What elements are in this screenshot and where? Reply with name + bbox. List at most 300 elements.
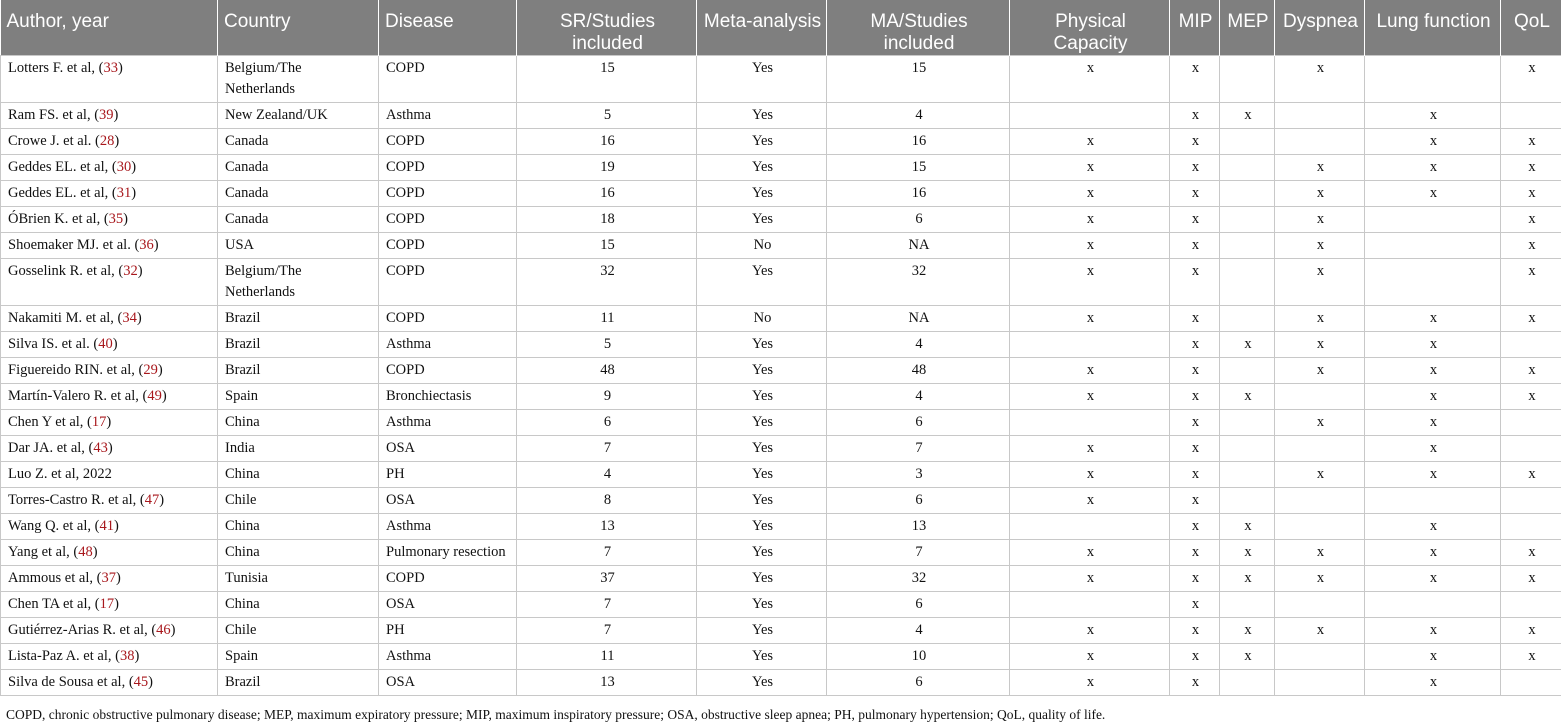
author-text: Ram FS. et al, ( <box>8 107 100 123</box>
author-cell <box>1 644 218 670</box>
reference-link[interactable]: 47 <box>144 492 160 508</box>
meta-analysis-cell: Yes <box>697 181 827 207</box>
sr-studies-cell: 18 <box>517 207 697 233</box>
author-cell <box>1 332 218 358</box>
qol-cell: x <box>1501 56 1561 103</box>
disease-cell: OSA <box>379 592 517 618</box>
reference-link[interactable]: 38 <box>119 648 135 664</box>
table-row <box>1 103 1561 129</box>
ma-studies-cell: 32 <box>827 259 1010 306</box>
mep-cell: x <box>1220 514 1275 540</box>
lung-function-cell: x <box>1365 618 1501 644</box>
mep-cell: x <box>1220 332 1275 358</box>
author-text: Lista-Paz A. et al, ( <box>8 648 120 664</box>
dyspnea-cell: x <box>1275 410 1365 436</box>
meta-analysis-cell: Yes <box>697 592 827 618</box>
dyspnea-cell <box>1275 103 1365 129</box>
sr-studies-cell: 5 <box>517 332 697 358</box>
sr-studies-cell: 11 <box>517 306 697 332</box>
author-text: Chen Y et al, ( <box>8 414 92 430</box>
mep-cell <box>1220 155 1275 181</box>
mip-cell: x <box>1170 181 1220 207</box>
table-row <box>1 56 1561 103</box>
physical-capacity-cell: x <box>1010 462 1170 488</box>
meta-analysis-cell: Yes <box>697 259 827 306</box>
author-text: Ammous et al, ( <box>8 570 102 586</box>
author-suffix: ) <box>115 570 121 586</box>
reference-link[interactable]: 41 <box>99 518 114 534</box>
qol-cell <box>1501 332 1561 358</box>
reference-link[interactable]: 36 <box>139 237 154 253</box>
country-cell: Belgium/The Netherlands <box>218 259 379 306</box>
mep-cell: x <box>1220 540 1275 566</box>
mep-cell <box>1220 233 1275 259</box>
meta-analysis-cell: Yes <box>697 488 827 514</box>
sr-studies-cell: 16 <box>517 129 697 155</box>
country-cell: India <box>218 436 379 462</box>
lung-function-cell: x <box>1365 306 1501 332</box>
disease-cell: Asthma <box>379 410 517 436</box>
mep-cell <box>1220 207 1275 233</box>
lung-function-cell: x <box>1365 462 1501 488</box>
author-text: Lotters F. et al, ( <box>8 60 104 76</box>
author-text: Dar JA. et al, ( <box>8 440 94 456</box>
reference-link[interactable]: 34 <box>122 310 137 326</box>
table-row <box>1 332 1561 358</box>
lung-function-cell: x <box>1365 103 1501 129</box>
sr-studies-cell: 7 <box>517 592 697 618</box>
mep-cell <box>1220 436 1275 462</box>
table-row <box>1 306 1561 332</box>
disease-cell: OSA <box>379 488 517 514</box>
country-cell: Spain <box>218 644 379 670</box>
sr-studies-cell: 7 <box>517 436 697 462</box>
table-row <box>1 644 1561 670</box>
author-suffix: ) <box>134 648 140 664</box>
dyspnea-cell: x <box>1275 155 1365 181</box>
ma-studies-cell: 4 <box>827 103 1010 129</box>
reference-link[interactable]: 29 <box>143 362 158 378</box>
dyspnea-cell: x <box>1275 207 1365 233</box>
mep-cell: x <box>1220 566 1275 592</box>
lung-function-cell <box>1365 233 1501 259</box>
meta-analysis-cell: Yes <box>697 410 827 436</box>
author-cell <box>1 103 218 129</box>
author-cell <box>1 436 218 462</box>
column-header: MIP <box>1170 0 1220 56</box>
physical-capacity-cell: x <box>1010 644 1170 670</box>
column-header: QoL <box>1501 0 1561 56</box>
mip-cell: x <box>1170 56 1220 103</box>
author-cell <box>1 233 218 259</box>
country-cell: Chile <box>218 488 379 514</box>
ma-studies-cell: 16 <box>827 181 1010 207</box>
mip-cell: x <box>1170 488 1220 514</box>
author-suffix: ) <box>153 237 159 253</box>
qol-cell: x <box>1501 181 1561 207</box>
dyspnea-cell <box>1275 436 1365 462</box>
country-cell: China <box>218 462 379 488</box>
author-suffix: ) <box>106 414 112 430</box>
ma-studies-cell: 6 <box>827 488 1010 514</box>
lung-function-cell: x <box>1365 358 1501 384</box>
sr-studies-cell: 11 <box>517 644 697 670</box>
physical-capacity-cell: x <box>1010 566 1170 592</box>
meta-analysis-cell: Yes <box>697 670 827 696</box>
reference-link[interactable]: 48 <box>78 544 93 560</box>
qol-cell: x <box>1501 207 1561 233</box>
author-text: Yang et al, ( <box>8 544 79 560</box>
column-header: Meta-analysis <box>697 0 827 56</box>
qol-cell <box>1501 103 1561 129</box>
sr-studies-cell: 13 <box>517 514 697 540</box>
qol-cell: x <box>1501 644 1561 670</box>
mep-cell <box>1220 306 1275 332</box>
author-text: ÓBrien K. et al, ( <box>8 211 109 227</box>
dyspnea-cell: x <box>1275 462 1365 488</box>
table-row <box>1 358 1561 384</box>
table-row <box>1 410 1561 436</box>
reference-link[interactable]: 37 <box>101 570 116 586</box>
author-cell <box>1 358 218 384</box>
physical-capacity-cell: x <box>1010 56 1170 103</box>
table-row <box>1 259 1561 306</box>
lung-function-cell <box>1365 56 1501 103</box>
author-text: Martín-Valero R. et al, ( <box>8 388 148 404</box>
mip-cell: x <box>1170 566 1220 592</box>
disease-cell: OSA <box>379 436 517 462</box>
physical-capacity-cell <box>1010 410 1170 436</box>
author-suffix: ) <box>113 518 119 534</box>
author-cell <box>1 259 218 306</box>
author-cell <box>1 618 218 644</box>
sr-studies-cell: 15 <box>517 233 697 259</box>
sr-studies-cell: 16 <box>517 181 697 207</box>
table-row <box>1 436 1561 462</box>
dyspnea-cell: x <box>1275 618 1365 644</box>
author-cell <box>1 129 218 155</box>
mip-cell: x <box>1170 358 1220 384</box>
qol-cell: x <box>1501 384 1561 410</box>
author-suffix: ) <box>157 362 163 378</box>
author-text: Silva de Sousa et al, ( <box>8 674 134 690</box>
meta-analysis-cell: Yes <box>697 155 827 181</box>
ma-studies-cell: 4 <box>827 332 1010 358</box>
physical-capacity-cell: x <box>1010 129 1170 155</box>
dyspnea-cell <box>1275 592 1365 618</box>
country-cell: Canada <box>218 129 379 155</box>
author-suffix: ) <box>159 492 165 508</box>
sr-studies-cell: 13 <box>517 670 697 696</box>
dyspnea-cell <box>1275 488 1365 514</box>
disease-cell: COPD <box>379 358 517 384</box>
table-row <box>1 514 1561 540</box>
reference-link[interactable]: 40 <box>98 336 113 352</box>
lung-function-cell: x <box>1365 155 1501 181</box>
reference-link[interactable]: 32 <box>123 263 138 279</box>
sr-studies-cell: 4 <box>517 462 697 488</box>
physical-capacity-cell <box>1010 103 1170 129</box>
meta-analysis-cell: Yes <box>697 332 827 358</box>
country-cell: USA <box>218 233 379 259</box>
meta-analysis-cell: Yes <box>697 618 827 644</box>
disease-cell: Asthma <box>379 514 517 540</box>
sr-studies-cell: 15 <box>517 56 697 103</box>
mep-cell: x <box>1220 644 1275 670</box>
ma-studies-cell: 15 <box>827 56 1010 103</box>
country-cell: Chile <box>218 618 379 644</box>
lung-function-cell <box>1365 592 1501 618</box>
meta-analysis-cell: Yes <box>697 56 827 103</box>
sr-studies-cell: 19 <box>517 155 697 181</box>
disease-cell: COPD <box>379 181 517 207</box>
qol-cell <box>1501 670 1561 696</box>
dyspnea-cell <box>1275 384 1365 410</box>
mip-cell: x <box>1170 332 1220 358</box>
meta-analysis-cell: Yes <box>697 644 827 670</box>
author-text: Shoemaker MJ. et al. ( <box>8 237 140 253</box>
qol-cell: x <box>1501 566 1561 592</box>
mep-cell <box>1220 488 1275 514</box>
qol-cell <box>1501 514 1561 540</box>
qol-cell: x <box>1501 129 1561 155</box>
mep-cell <box>1220 592 1275 618</box>
country-cell: Belgium/The Netherlands <box>218 56 379 103</box>
table-footnote: COPD, chronic obstructive pulmonary disease; MEP, maximum expiratory pressure; MIP, maximum inspiratory pressure; OSA, obstructive sleep apnea; PH, pulmonary hypertension; QoL, quality of life. <box>6 707 1106 722</box>
author-text: Gutiérrez-Arias R. et al, ( <box>8 622 157 638</box>
physical-capacity-cell: x <box>1010 155 1170 181</box>
reference-link[interactable]: 35 <box>108 211 124 227</box>
mip-cell: x <box>1170 129 1220 155</box>
dyspnea-cell <box>1275 670 1365 696</box>
mep-cell <box>1220 181 1275 207</box>
mep-cell <box>1220 358 1275 384</box>
ma-studies-cell: 48 <box>827 358 1010 384</box>
disease-cell: COPD <box>379 56 517 103</box>
dyspnea-cell <box>1275 129 1365 155</box>
column-header: MEP <box>1220 0 1275 56</box>
reference-link[interactable]: 43 <box>93 440 108 456</box>
author-suffix: ) <box>131 159 137 175</box>
country-cell: Brazil <box>218 306 379 332</box>
author-cell <box>1 410 218 436</box>
author-cell <box>1 207 218 233</box>
table-row <box>1 384 1561 410</box>
dyspnea-cell: x <box>1275 566 1365 592</box>
dyspnea-cell: x <box>1275 56 1365 103</box>
sr-studies-cell: 37 <box>517 566 697 592</box>
author-text: Luo Z. et al, 2022 <box>8 466 112 482</box>
sr-studies-cell: 5 <box>517 103 697 129</box>
reference-link[interactable]: 39 <box>99 107 114 123</box>
country-cell: Brazil <box>218 358 379 384</box>
disease-cell: PH <box>379 462 517 488</box>
disease-cell: Pulmonary resection <box>379 540 517 566</box>
physical-capacity-cell: x <box>1010 488 1170 514</box>
reference-link[interactable]: 30 <box>116 159 132 175</box>
country-cell: Brazil <box>218 670 379 696</box>
physical-capacity-cell <box>1010 514 1170 540</box>
column-header: Physical Capacity <box>1010 0 1170 56</box>
disease-cell: COPD <box>379 259 517 306</box>
physical-capacity-cell: x <box>1010 618 1170 644</box>
mip-cell: x <box>1170 644 1220 670</box>
reference-link[interactable]: 31 <box>116 185 132 201</box>
lung-function-cell <box>1365 207 1501 233</box>
author-suffix: ) <box>92 544 98 560</box>
physical-capacity-cell <box>1010 592 1170 618</box>
mip-cell: x <box>1170 436 1220 462</box>
ma-studies-cell: 13 <box>827 514 1010 540</box>
qol-cell <box>1501 592 1561 618</box>
physical-capacity-cell: x <box>1010 233 1170 259</box>
lung-function-cell: x <box>1365 410 1501 436</box>
mip-cell: x <box>1170 618 1220 644</box>
lung-function-cell <box>1365 488 1501 514</box>
author-text: Geddes EL. et al, ( <box>8 185 117 201</box>
column-header: MA/Studies included <box>827 0 1010 56</box>
ma-studies-cell: 6 <box>827 207 1010 233</box>
table-row <box>1 155 1561 181</box>
author-suffix: ) <box>112 336 118 352</box>
dyspnea-cell: x <box>1275 181 1365 207</box>
mep-cell <box>1220 670 1275 696</box>
author-cell <box>1 670 218 696</box>
column-header: SR/Studies included <box>517 0 697 56</box>
column-header: Country <box>218 0 379 56</box>
mep-cell <box>1220 56 1275 103</box>
table-row <box>1 181 1561 207</box>
qol-cell <box>1501 488 1561 514</box>
header-row <box>1 0 1561 56</box>
meta-analysis-cell: Yes <box>697 207 827 233</box>
lung-function-cell: x <box>1365 436 1501 462</box>
lung-function-cell <box>1365 259 1501 306</box>
mip-cell: x <box>1170 384 1220 410</box>
disease-cell: COPD <box>379 129 517 155</box>
reference-link[interactable]: 33 <box>103 60 118 76</box>
table-body <box>1 56 1561 696</box>
dyspnea-cell <box>1275 514 1365 540</box>
author-cell <box>1 181 218 207</box>
author-cell <box>1 384 218 410</box>
author-text: Figuereido RIN. et al, ( <box>8 362 144 378</box>
reference-link[interactable]: 46 <box>156 622 171 638</box>
dyspnea-cell: x <box>1275 259 1365 306</box>
mip-cell: x <box>1170 592 1220 618</box>
author-cell <box>1 540 218 566</box>
meta-analysis-cell: Yes <box>697 103 827 129</box>
author-cell <box>1 566 218 592</box>
physical-capacity-cell: x <box>1010 670 1170 696</box>
country-cell: Tunisia <box>218 566 379 592</box>
country-cell: China <box>218 592 379 618</box>
table-row <box>1 592 1561 618</box>
reference-link[interactable]: 17 <box>91 414 107 430</box>
physical-capacity-cell: x <box>1010 181 1170 207</box>
physical-capacity-cell: x <box>1010 259 1170 306</box>
mep-cell: x <box>1220 384 1275 410</box>
physical-capacity-cell: x <box>1010 384 1170 410</box>
table-row <box>1 207 1561 233</box>
reference-link[interactable]: 28 <box>99 133 115 149</box>
author-suffix: ) <box>137 263 143 279</box>
mep-cell: x <box>1220 618 1275 644</box>
sr-studies-cell: 7 <box>517 618 697 644</box>
country-cell: Canada <box>218 207 379 233</box>
mip-cell: x <box>1170 670 1220 696</box>
author-text: Wang Q. et al, ( <box>8 518 100 534</box>
country-cell: Canada <box>218 181 379 207</box>
reference-link[interactable]: 45 <box>133 674 149 690</box>
mep-cell <box>1220 410 1275 436</box>
disease-cell: PH <box>379 618 517 644</box>
reference-link[interactable]: 17 <box>99 596 115 612</box>
ma-studies-cell: 6 <box>827 592 1010 618</box>
ma-studies-cell: 7 <box>827 436 1010 462</box>
author-text: Chen TA et al, ( <box>8 596 100 612</box>
author-suffix: ) <box>161 388 167 404</box>
ma-studies-cell: 6 <box>827 670 1010 696</box>
dyspnea-cell: x <box>1275 332 1365 358</box>
author-suffix: ) <box>136 310 142 326</box>
meta-analysis-cell: No <box>697 233 827 259</box>
qol-cell: x <box>1501 155 1561 181</box>
author-text: Crowe J. et al. ( <box>8 133 100 149</box>
lung-function-cell: x <box>1365 129 1501 155</box>
author-text: Gosselink R. et al, ( <box>8 263 124 279</box>
author-suffix: ) <box>170 622 176 638</box>
table-row <box>1 462 1561 488</box>
column-header: Disease <box>379 0 517 56</box>
mip-cell: x <box>1170 207 1220 233</box>
lung-function-cell: x <box>1365 332 1501 358</box>
reference-link[interactable]: 49 <box>147 388 162 404</box>
ma-studies-cell: NA <box>827 306 1010 332</box>
qol-cell: x <box>1501 233 1561 259</box>
qol-cell: x <box>1501 618 1561 644</box>
table-row <box>1 233 1561 259</box>
meta-analysis-cell: Yes <box>697 514 827 540</box>
country-cell: Spain <box>218 384 379 410</box>
mip-cell: x <box>1170 233 1220 259</box>
mip-cell: x <box>1170 410 1220 436</box>
ma-studies-cell: 4 <box>827 618 1010 644</box>
author-text: Geddes EL. et al, ( <box>8 159 117 175</box>
mip-cell: x <box>1170 540 1220 566</box>
author-cell <box>1 514 218 540</box>
dyspnea-cell: x <box>1275 540 1365 566</box>
mip-cell: x <box>1170 155 1220 181</box>
lung-function-cell: x <box>1365 514 1501 540</box>
country-cell: New Zealand/UK <box>218 103 379 129</box>
sr-studies-cell: 48 <box>517 358 697 384</box>
author-suffix: ) <box>114 133 120 149</box>
author-cell <box>1 592 218 618</box>
author-cell <box>1 306 218 332</box>
ma-studies-cell: 4 <box>827 384 1010 410</box>
mep-cell <box>1220 259 1275 306</box>
ma-studies-cell: NA <box>827 233 1010 259</box>
disease-cell: Bronchiectasis <box>379 384 517 410</box>
physical-capacity-cell: x <box>1010 358 1170 384</box>
mep-cell <box>1220 129 1275 155</box>
column-header: Author, year <box>1 0 218 56</box>
meta-analysis-cell: Yes <box>697 436 827 462</box>
disease-cell: COPD <box>379 566 517 592</box>
ma-studies-cell: 3 <box>827 462 1010 488</box>
table-row <box>1 488 1561 514</box>
